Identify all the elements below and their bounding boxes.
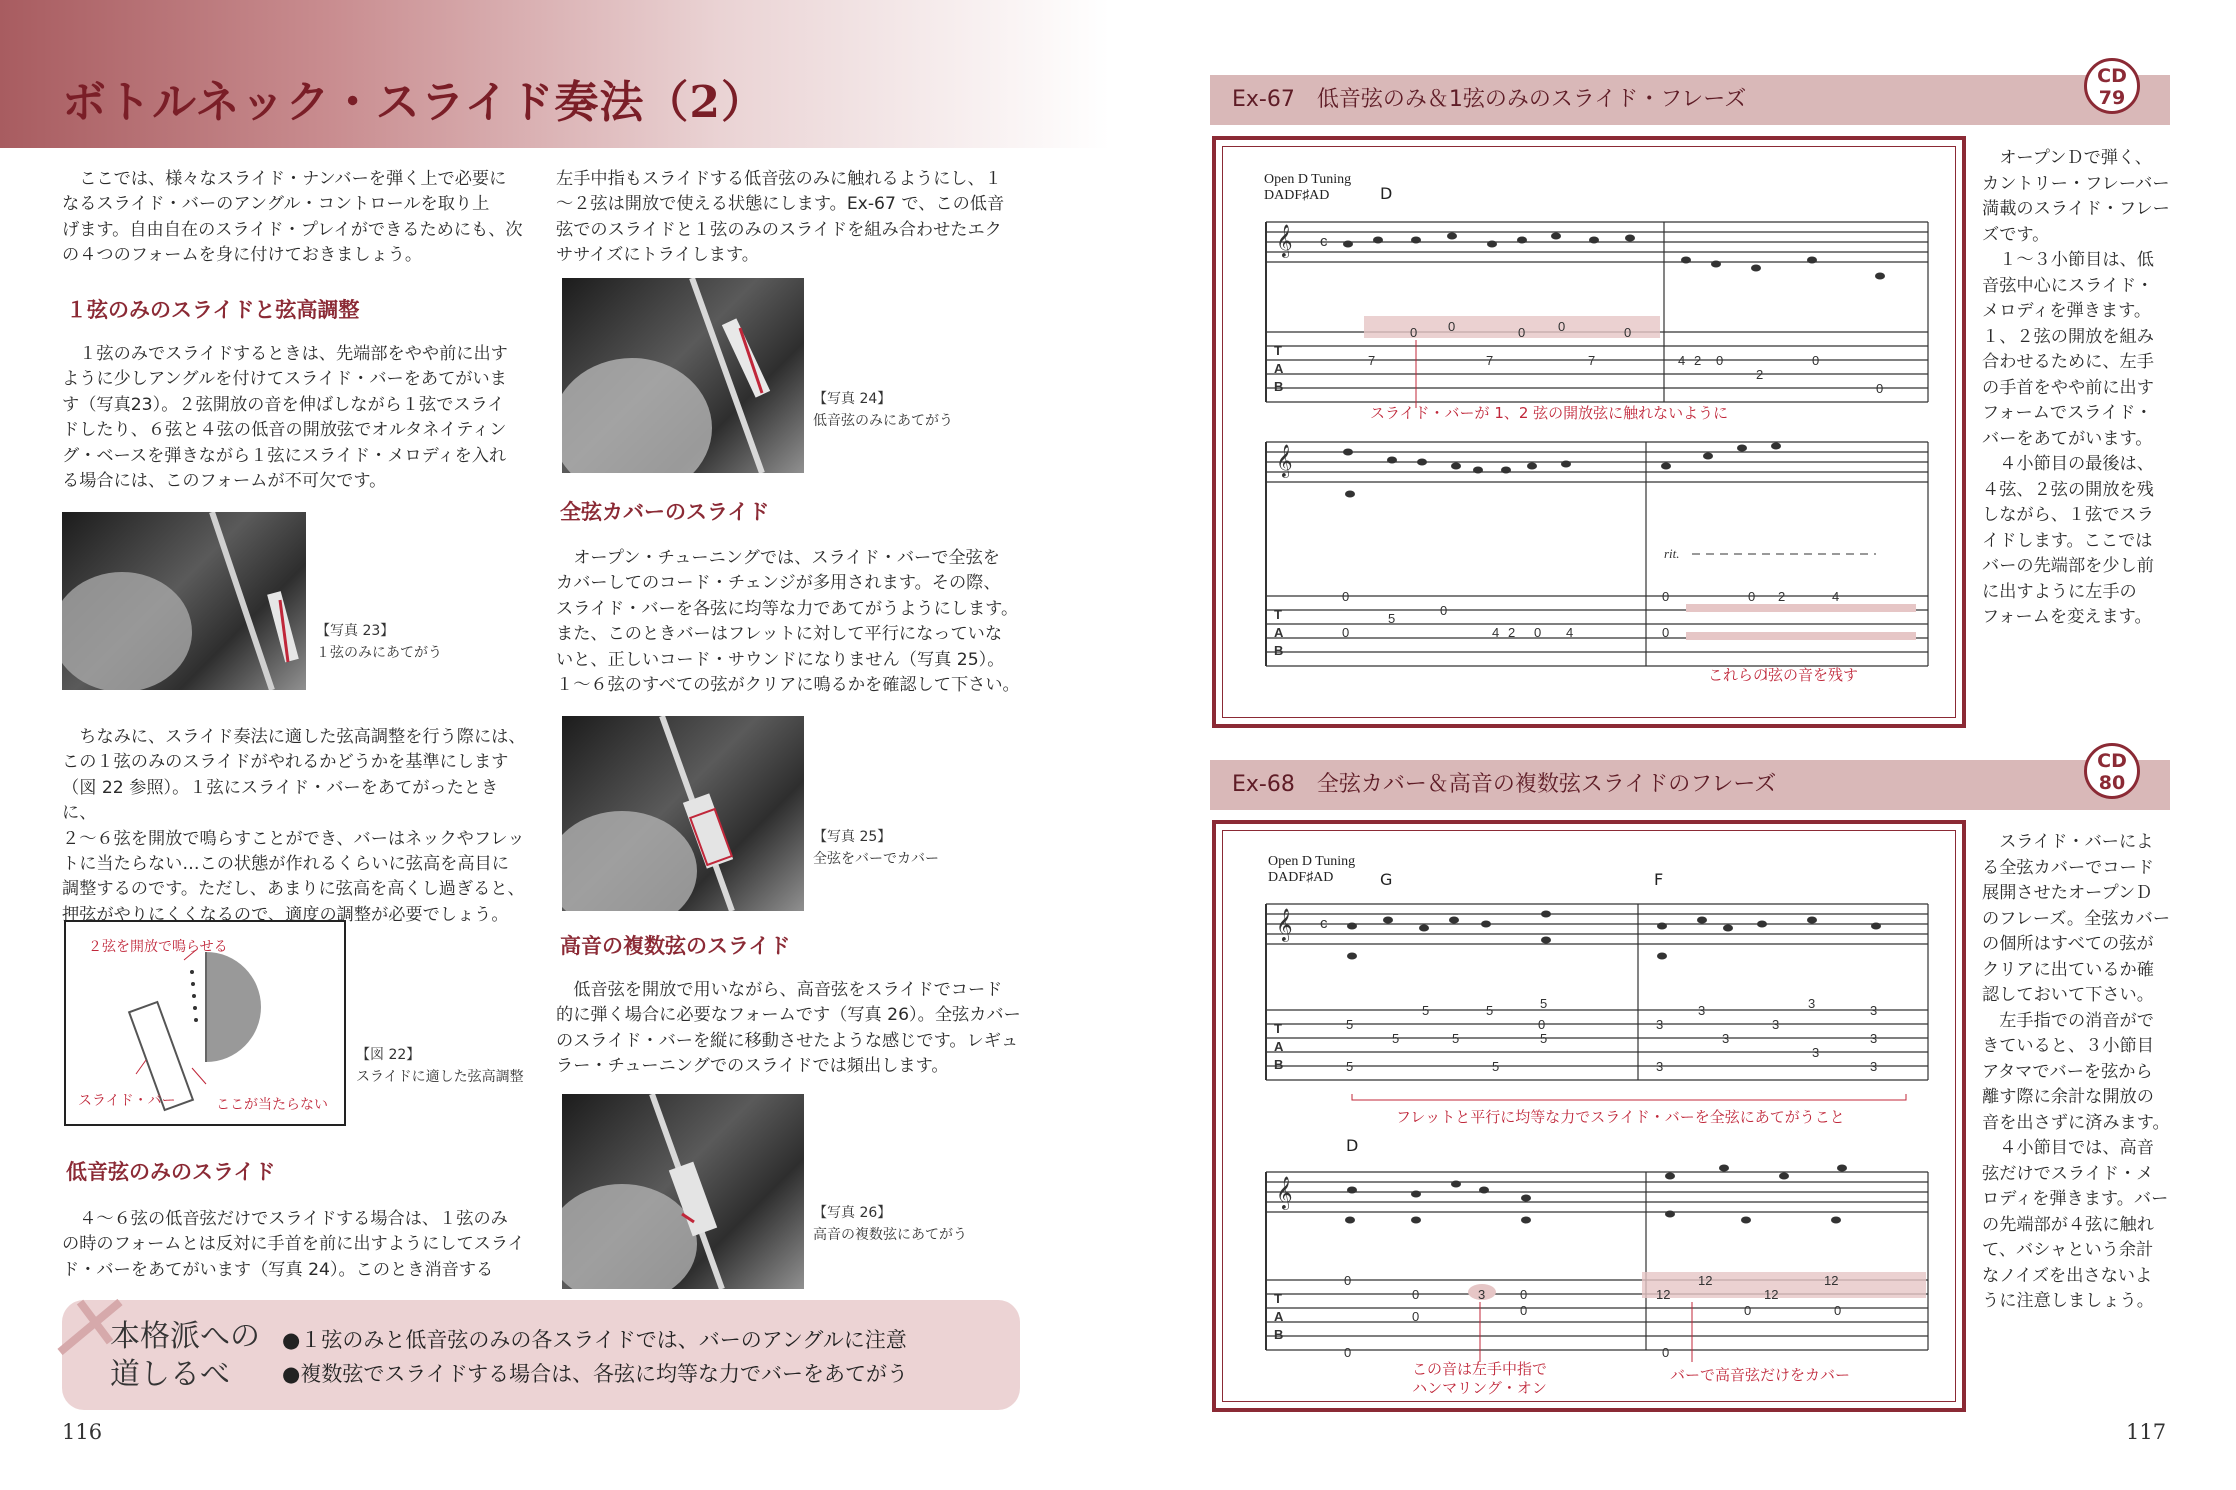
guitar-photo-graphic [562, 1094, 804, 1289]
section-heading: 高音の複数弦のスライド [560, 934, 791, 958]
ex67-header: Ex-67 低音弦のみ＆1弦のみのスライド・フレーズ [1210, 75, 2170, 125]
ex68-side-text [1982, 830, 2172, 1315]
svg-text:0: 0 [1448, 319, 1456, 334]
chord-symbol-g: G [1380, 870, 1393, 889]
text-line: ～２弦は開放で使える状態にします。Ex-67 で、この低音 [556, 194, 1005, 215]
text-line: 離す際に余計な開放の [1982, 1087, 2154, 1107]
text-line: 調整するのです。ただし、あまりに弦高を高くし過ぎると、 [62, 879, 525, 900]
svg-text:0: 0 [1558, 319, 1566, 334]
text-line: ちなみに、スライド奏法に適した弦高調整を行う際には、 [79, 727, 526, 747]
svg-text:5: 5 [1422, 1003, 1430, 1018]
svg-text:0: 0 [1520, 1303, 1528, 1318]
text-line: 弦だけでスライド・メ [1982, 1163, 2154, 1184]
svg-text:0: 0 [1624, 325, 1632, 340]
page-number-left: 116 [62, 1420, 103, 1444]
text-line: ロディを弾きます。バー [1982, 1189, 2169, 1209]
text-line: グ・ベースを弾きながら１弦にスライド・メロディを入れ [62, 445, 507, 466]
text-line: す（写真23）。２弦開放の音を伸ばしながら１弦でスライ [62, 394, 505, 415]
text-line: バーをあてがいます。 [1982, 428, 2153, 449]
text-line: ここでは、様々なスライド・ナンバーを弾く上で必要に [79, 169, 507, 189]
svg-text:3: 3 [1870, 1031, 1878, 1046]
svg-text:7: 7 [1368, 353, 1376, 368]
svg-text:12: 12 [1656, 1287, 1671, 1302]
text-line: カントリー・フレーバー [1982, 173, 2170, 194]
text-line: 低音弦を開放で用いながら、高音弦をスライドでコード [573, 980, 1003, 1000]
svg-text:B: B [1274, 643, 1284, 658]
svg-text:5: 5 [1388, 611, 1396, 626]
text-line: のフレーズ。全弦カバー [1982, 908, 2171, 929]
annotation-line: ハンマリング・オン [1412, 1379, 1547, 1397]
svg-text:0: 0 [1812, 353, 1820, 368]
caption-line: 【写真 25】 [813, 829, 892, 845]
fig22-label-bar: スライド・バー [78, 1093, 176, 1109]
section3-paragraph [556, 546, 1026, 698]
text-line: る場合には、このフォームが不可欠です。 [62, 471, 387, 492]
text-line: る全弦カバーでコード [1982, 857, 2154, 878]
photo-26-caption [813, 1202, 967, 1246]
svg-text:B: B [1274, 379, 1284, 394]
text-line: なるスライド・バーのアングル・コントロールを取り上 [62, 194, 490, 215]
text-line: しながら、１弦でスラ [1982, 505, 2154, 525]
fig22-label-gap: ここが当たらない [216, 1097, 328, 1113]
text-line: １～６弦のすべての弦がクリアに鳴るかを確認して下さい。 [556, 675, 1020, 696]
svg-text:0: 0 [1440, 603, 1448, 618]
tip-line: ●複数弦でスライドする場合は、各弦に均等な力でバーをあてがう [282, 1362, 909, 1386]
text-line: ラー・チューニングでのスライドでは頻出します。 [556, 1056, 949, 1077]
figure-22-caption [356, 1044, 524, 1088]
treble-clef: 𝄞 [1276, 225, 1293, 256]
ex68-annotation-2 [1412, 1360, 1547, 1398]
text-line: カバーしてのコード・チェンジが多用されます。その際、 [556, 573, 1001, 594]
svg-text:0: 0 [1716, 353, 1724, 368]
text-line: 展開させたオープンＤ [1982, 883, 2153, 903]
svg-text:4: 4 [1492, 625, 1500, 640]
svg-text:0: 0 [1412, 1309, 1420, 1324]
photo-23 [62, 512, 306, 690]
svg-text:0: 0 [1412, 1287, 1420, 1302]
tuning-name: Open D Tuning [1264, 172, 1352, 187]
svg-text:0: 0 [1662, 1345, 1670, 1360]
text-line: ４～６弦の低音弦だけでスライドする場合は、１弦のみ [79, 1209, 508, 1229]
svg-text:3: 3 [1870, 1003, 1878, 1018]
text-line: 左手中指もスライドする低音弦のみに触れるようにし、１ [556, 169, 1002, 189]
ex67-annotation-1: スライド・バーが 1、2 弦の開放弦に触れないように [1370, 404, 1729, 422]
caption-line: 【写真 23】 [316, 623, 395, 639]
svg-text:12: 12 [1824, 1273, 1839, 1288]
text-line: 弦でのスライドと１弦のみのスライドを組み合わせたエク [556, 219, 1002, 240]
section1-paragraph-2 [62, 725, 532, 928]
text-line: １弦のみでスライドするときは、先端部をやや前に出す [79, 344, 508, 364]
caption-line: 高音の複数弦にあてがう [813, 1227, 967, 1243]
svg-text:𝄞: 𝄞 [1276, 909, 1293, 940]
svg-text:2: 2 [1508, 625, 1516, 640]
svg-text:0: 0 [1410, 325, 1418, 340]
caption-line: １弦のみにあてがう [316, 645, 442, 661]
text-line: この１弦のみのスライドがやれるかどうかを基準にします [62, 752, 509, 773]
svg-text:c: c [1320, 233, 1328, 250]
cd-track: 79 [2098, 87, 2126, 109]
page-title: ボトルネック・スライド奏法（2） [62, 77, 766, 128]
svg-text:5: 5 [1392, 1031, 1400, 1046]
guitar-photo-graphic [62, 512, 306, 690]
text-line: 認しておいて下さい。 [1982, 985, 2154, 1005]
caption-line: 低音弦のみにあてがう [813, 413, 953, 429]
svg-text:B: B [1274, 1057, 1284, 1072]
svg-text:7: 7 [1486, 353, 1494, 368]
section1-paragraph [62, 342, 532, 494]
photo-23-caption [316, 620, 442, 664]
text-line: フォームでスライド・ [1982, 403, 2153, 423]
tip-label-line: 道しるべ [110, 1357, 230, 1392]
svg-text:2: 2 [1778, 589, 1786, 604]
text-line: の手首をやや前に出す [1982, 377, 2154, 398]
text-line: クリアに出ているか確 [1982, 959, 2154, 980]
svg-text:B: B [1274, 1327, 1284, 1342]
svg-text:5: 5 [1540, 996, 1548, 1011]
photo-25-caption [813, 826, 939, 870]
text-line: のスライド・バーを縦に移動させたような感じです。レギュ [556, 1030, 1019, 1051]
ex68-annotation-1: フレットと平行に均等な力でスライド・バーを全弦にあてがうこと [1396, 1108, 1845, 1126]
ex68-frame [1212, 820, 1966, 1412]
ex67-side-text [1982, 146, 2172, 631]
chord-symbol-d: D [1346, 1136, 1359, 1155]
text-line: １～３小節目は、低 [1999, 250, 2154, 270]
svg-text:0: 0 [1520, 1287, 1528, 1302]
text-line: トに当たらない…この状態が作れるくらいに弦高を高目に [62, 854, 509, 875]
section-heading: １弦のみのスライドと弦高調整 [66, 298, 360, 322]
text-line: また、このときバーはフレットに対して平行になっていな [556, 624, 1003, 645]
svg-text:0: 0 [1342, 589, 1350, 604]
svg-text:3: 3 [1870, 1059, 1878, 1074]
ex67-notation [1216, 140, 1962, 724]
svg-text:0: 0 [1518, 325, 1526, 340]
caption-line: 【図 22】 [356, 1047, 421, 1063]
ex68-annotation-3: バーで高音弦だけをカバー [1670, 1366, 1851, 1384]
tuning-name: Open D Tuning [1268, 854, 1356, 869]
text-line: イドします。ここでは [1982, 530, 2153, 551]
svg-text:5: 5 [1346, 1017, 1354, 1032]
page-number-right: 117 [2126, 1420, 2167, 1444]
svg-text:3: 3 [1656, 1017, 1664, 1032]
text-line: ように少しアングルを付けてスライド・バーをあてがいま [62, 369, 507, 390]
svg-text:3: 3 [1772, 1017, 1780, 1032]
svg-text:2: 2 [1694, 353, 1702, 368]
svg-text:0: 0 [1876, 381, 1884, 396]
tip-text [282, 1323, 908, 1391]
svg-text:0: 0 [1538, 1017, 1546, 1032]
section2-paragraph [62, 1207, 532, 1283]
text-line: 的に弾く場合に必要なフォームです（写真 26）。全弦カバー [556, 1005, 1021, 1026]
photo-24 [562, 278, 804, 473]
text-line: ササイズにトライします。 [556, 245, 759, 266]
chord-symbol: D [1380, 184, 1393, 203]
svg-text:5: 5 [1492, 1059, 1500, 1074]
svg-text:7: 7 [1588, 353, 1596, 368]
svg-text:4: 4 [1678, 353, 1686, 368]
text-line: に出すように左手の [1982, 581, 2137, 602]
svg-text:3: 3 [1812, 1045, 1820, 1060]
text-line: て、バシャという余計 [1982, 1240, 2154, 1260]
svg-text:5: 5 [1486, 1003, 1494, 1018]
cd-track: 80 [2098, 772, 2126, 794]
section4-paragraph [556, 978, 1026, 1080]
svg-text:A: A [1274, 625, 1284, 640]
text-line: きていると、３小節目 [1982, 1036, 2154, 1056]
svg-text:3: 3 [1722, 1031, 1730, 1046]
text-line: スライド・バーを各弦に均等な力であてがうようにします。 [556, 598, 1019, 619]
text-line: ド・バーをあてがいます（写真 24）。このとき消音する [62, 1259, 494, 1280]
text-line: オープンＤで弾く、 [1999, 148, 2152, 168]
text-line: ズです。 [1982, 224, 2050, 245]
svg-text:3: 3 [1478, 1287, 1486, 1302]
cd-79-badge [2084, 58, 2140, 114]
svg-text:T: T [1274, 1291, 1282, 1306]
text-line: オープン・チューニングでは、スライド・バーで全弦を [573, 548, 1000, 568]
tip-label-line: 本格派への [110, 1319, 260, 1354]
svg-text:𝄞: 𝄞 [1276, 445, 1293, 476]
guitar-photo-graphic [562, 716, 804, 911]
intro-paragraph [62, 167, 532, 269]
svg-text:𝄞: 𝄞 [1276, 1177, 1293, 1208]
svg-text:T: T [1274, 1021, 1282, 1036]
text-line: ２～６弦を開放で鳴らすことができ、バーはネックやフレッ [62, 828, 525, 849]
svg-text:3: 3 [1656, 1059, 1664, 1074]
ex68-header: Ex-68 全弦カバー＆高音の複数弦スライドのフレーズ [1210, 760, 2170, 810]
ex67-annotation-2: これらの弦の音を残す [1708, 666, 1859, 684]
tuning-notes: DADF♯AD [1268, 870, 1334, 885]
text-line: の４つのフォームを身に付けておきましょう。 [62, 245, 423, 266]
column2-paragraph [556, 167, 1026, 269]
svg-text:0: 0 [1662, 625, 1670, 640]
svg-text:0: 0 [1344, 1273, 1352, 1288]
cd-label: CD [2097, 750, 2127, 772]
svg-text:0: 0 [1534, 625, 1542, 640]
text-line: ４小節目では、高音 [1999, 1138, 2154, 1158]
text-line: ドしたり、６弦と４弦の低音の開放弦でオルタネイティン [62, 420, 507, 441]
caption-line: 全弦をバーでカバー [813, 851, 939, 867]
text-line: 合わせるために、左手 [1982, 352, 2154, 372]
text-line: ４小節目の最後は、 [1999, 454, 2154, 474]
annotation-line: この音は左手中指で [1412, 1360, 1548, 1378]
fig22-label-open: ２弦を開放で鳴らせる [88, 939, 228, 955]
photo-26 [562, 1094, 804, 1289]
ex67-frame [1212, 136, 1966, 728]
section-heading: 全弦カバーのスライド [560, 500, 770, 524]
svg-text:T: T [1274, 343, 1282, 358]
svg-text:0: 0 [1342, 625, 1350, 640]
text-line: の時のフォームとは反対に手首を前に出すようにしてスライ [62, 1234, 525, 1255]
section-heading: 低音弦のみのスライド [66, 1160, 276, 1184]
guitar-photo-graphic [562, 278, 804, 473]
caption-line: 【写真 26】 [813, 1205, 892, 1221]
figure-22 [64, 920, 346, 1126]
text-line: フォームを変えます。 [1982, 607, 2152, 627]
svg-text:4: 4 [1566, 625, 1574, 640]
text-line: アタマでバーを弦から [1982, 1061, 2153, 1082]
svg-text:3: 3 [1808, 996, 1816, 1011]
photo-25 [562, 716, 804, 911]
text-line: げます。自由自在のスライド・プレイができるためにも、次 [62, 219, 523, 240]
svg-text:c: c [1320, 915, 1328, 932]
text-line: 満載のスライド・フレー [1982, 199, 2170, 219]
svg-text:rit.: rit. [1664, 546, 1680, 561]
svg-text:0: 0 [1748, 589, 1756, 604]
tip-label [110, 1318, 260, 1394]
svg-text:2: 2 [1756, 367, 1764, 382]
text-line: メロディを弾きます。 [1982, 301, 2152, 321]
tuning-notes: DADF♯AD [1264, 188, 1330, 203]
text-line: 左手指での消音がで [1999, 1010, 2154, 1031]
text-line: １、２弦の開放を組み [1982, 326, 2154, 347]
text-line: の個所はすべての弦が [1982, 934, 2154, 954]
svg-text:5: 5 [1346, 1059, 1354, 1074]
text-line: いと、正しいコード・サウンドになりません（写真 25）。 [556, 649, 1005, 670]
svg-text:0: 0 [1834, 1303, 1842, 1318]
text-line: 音を出さずに済みます。 [1982, 1112, 2170, 1133]
svg-text:A: A [1274, 361, 1284, 376]
chord-symbol-f: F [1654, 870, 1664, 889]
text-line: なノイズを出さないよ [1982, 1265, 2153, 1286]
text-line: 押弦がやりにくくなるので、適度の調整が必要でしょう。 [62, 904, 509, 925]
svg-text:12: 12 [1698, 1273, 1713, 1288]
svg-text:0: 0 [1344, 1345, 1352, 1360]
svg-text:3: 3 [1698, 1003, 1706, 1018]
svg-text:4: 4 [1832, 589, 1840, 604]
cd-label: CD [2097, 65, 2127, 87]
svg-text:A: A [1274, 1309, 1284, 1324]
text-line: 音弦中心にスライド・ [1982, 275, 2154, 296]
cd-80-badge [2084, 743, 2140, 799]
text-line: スライド・バーによ [1999, 832, 2154, 852]
svg-text:A: A [1274, 1039, 1284, 1054]
text-line: （図 22 参照）。１弦にスライド・バーをあてがったときに、 [62, 777, 499, 824]
caption-line: 【写真 24】 [813, 391, 892, 407]
tip-line: ●１弦のみと低音弦のみの各スライドでは、バーのアングルに注意 [282, 1328, 907, 1352]
svg-text:T: T [1274, 607, 1282, 622]
text-line: バーの先端部を少し前 [1982, 556, 2154, 576]
caption-line: スライドに適した弦高調整 [356, 1069, 524, 1085]
text-line: ４弦、２弦の開放を残 [1982, 479, 2154, 500]
svg-text:5: 5 [1452, 1031, 1460, 1046]
text-line: の先端部が４弦に触れ [1982, 1214, 2154, 1235]
svg-text:12: 12 [1764, 1287, 1779, 1302]
svg-text:0: 0 [1744, 1303, 1752, 1318]
text-line: うに注意しましょう。 [1982, 1291, 2154, 1311]
svg-text:0: 0 [1662, 589, 1670, 604]
photo-24-caption [813, 388, 953, 432]
svg-text:5: 5 [1540, 1031, 1548, 1046]
